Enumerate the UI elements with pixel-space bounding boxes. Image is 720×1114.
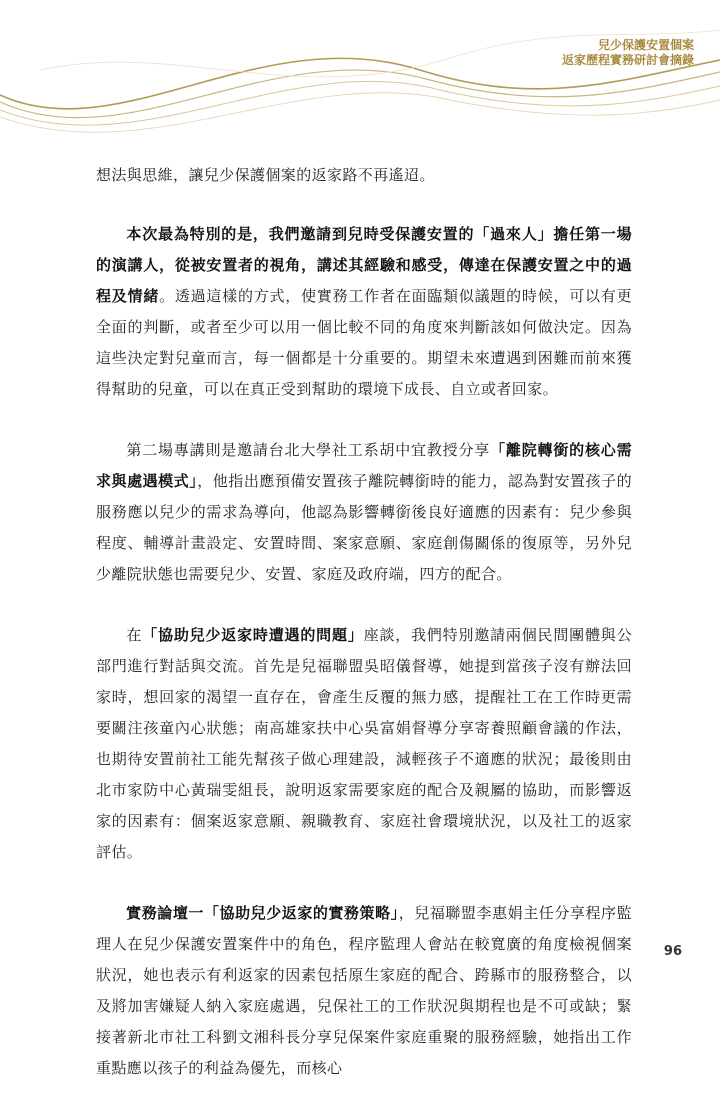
paragraph-1-bold: 本次最為特別的是，我們邀請到兒時受保護安置的「過來人」擔任第一場的演講人，從被安置者的視角，講述其經驗和感受，傳達在保護安置之中的過程及情緒 [96,225,632,305]
paragraph-2-text: ，他指出應預備安置孩子離院轉銜時的能力，認為對安置孩子的服務應以兒少的需求為導向，他認為影響轉銜後良好適應的因素有：兒少參與程度、輔導計畫設定、安置時間、案家意願、家庭創傷關係的復原等，另外兒少離院狀態也需要兒少、安置、家庭及政府端，四方的配合。 [96,472,632,583]
running-header-line2: 返家歷程實務研討會摘錄 [561,53,694,67]
paragraph-1-text: 。透過這樣的方式，使實務工作者在面臨類似議題的時候，可以有更全面的判斷，或者至少可以用一個比較不同的角度來判斷該如何做決定。因為這些決定對兒童而言，每一個都是十分重要的。期望未來遭遇到困難而前來獲得幫助的兒童，可以在真正受到幫助的環境下成長、自立或者回家。 [96,287,632,398]
paragraph-4-text: ，兒福聯盟李惠娟主任分享程序監理人在兒少保護安置案件中的角色，程序監理人會站在較寬廣的角度檢視個案狀況，她也表示有利返家的因素包括原生家庭的配合、跨縣市的服務整合，以及將加害嫌疑人納入家庭處遇，兒保社工的工作狀況與期程也是不可或缺；緊接著新北市社工科劉文湘科長分享兒保案件家庭重聚的服務經驗，她指出工作重點應以孩子的利益為優先，而核心 [96,904,632,1077]
page-number: 96 [663,944,682,959]
paragraph-3-lead: 在 [126,626,143,644]
paragraph-3 [96,620,632,868]
paragraph-0 [96,160,632,191]
paragraph-4-bold: 實務論壇一「協助兒少返家的實務策略」 [126,904,399,922]
body-text [96,160,632,1114]
paragraph-4 [96,898,632,1084]
paragraph-1 [96,219,632,405]
paragraph-3-text: 座談，我們特別邀請兩個民間團體與公部門進行對話與交流。首先是兒福聯盟吳昭儀督導，她提到當孩子沒有辦法回家時，想回家的渴望一直存在，會產生反覆的無力感，提醒社工在工作時更需要關注孩童內心狀態；南高雄家扶中心吳富娟督導分享寄養照顧會議的作法，也期待安置前社工能先幫孩子做心理建設，減輕孩子不適應的狀況；最後則由北市家防中心黃瑞雯組長，說明返家需要家庭的配合及親屬的協助，而影響返家的因素有：個案返家意願、親職教育、家庭社會環境狀況，以及社工的返家評估。 [96,626,632,861]
running-header-line1: 兒少保護安置個案 [597,38,694,52]
paragraph-2-lead: 第二場專講則是邀請台北大學社工系胡中宜教授分享 [126,441,491,459]
running-header [562,38,694,68]
paragraph-2-bold: 「離院轉銜的核心需求與處遇模式」 [96,441,632,490]
paragraph-0-text: 想法與思維，讓兒少保護個案的返家路不再遙迢。 [96,166,435,184]
paragraph-3-bold: 「協助兒少返家時遭遇的問題」 [142,626,364,644]
paragraph-2 [96,435,632,590]
header-wave-decoration [0,0,720,140]
